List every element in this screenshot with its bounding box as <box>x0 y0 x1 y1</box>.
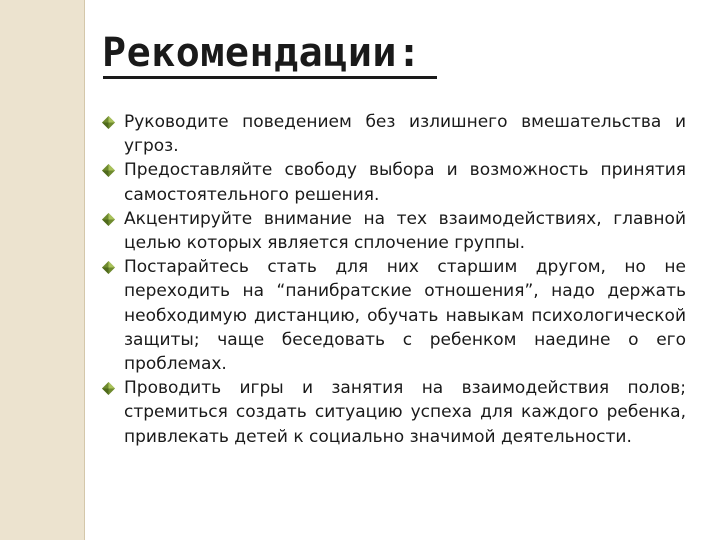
diamond-bullet-icon <box>102 116 115 129</box>
list-item <box>102 110 686 158</box>
diamond-bullet-icon <box>102 382 115 395</box>
list-item-text: Руководите поведением без излишнего вмешательства и угроз. <box>124 112 686 157</box>
list-item-text: Проводить игры и занятия на взаимодействия полов; стремиться создать ситуацию успеха для каждого ребенка, привлекать детей к социально значимой деятельности. <box>124 378 686 447</box>
list-item-text: Акцентируйте внимание на тех взаимодействиях, главной целью которых является сплочение группы. <box>124 208 686 254</box>
diamond-bullet-icon <box>102 261 115 274</box>
list-item <box>102 207 686 255</box>
diamond-bullet-icon <box>102 164 115 177</box>
list-item-text: Постарайтесь стать для них старшим другом, но не переходить на “панибратские отношения”, надо держать необходимую дистанцию, обучать навыкам психологической защиты; чаще беседовать с ребенком наедине о его проблемах. <box>124 257 686 375</box>
title-underline <box>103 76 437 79</box>
list-item <box>102 158 686 206</box>
list-item-text: Предоставляйте свободу выбора и возможность принятия самостоятельного решения. <box>124 160 686 205</box>
recommendation-list <box>102 110 686 449</box>
slide-title: Рекомендации: <box>102 30 422 76</box>
list-item <box>102 255 686 376</box>
diamond-bullet-icon <box>102 213 115 226</box>
side-decoration-panel <box>0 0 84 540</box>
side-divider <box>84 0 92 540</box>
list-item <box>102 376 686 449</box>
